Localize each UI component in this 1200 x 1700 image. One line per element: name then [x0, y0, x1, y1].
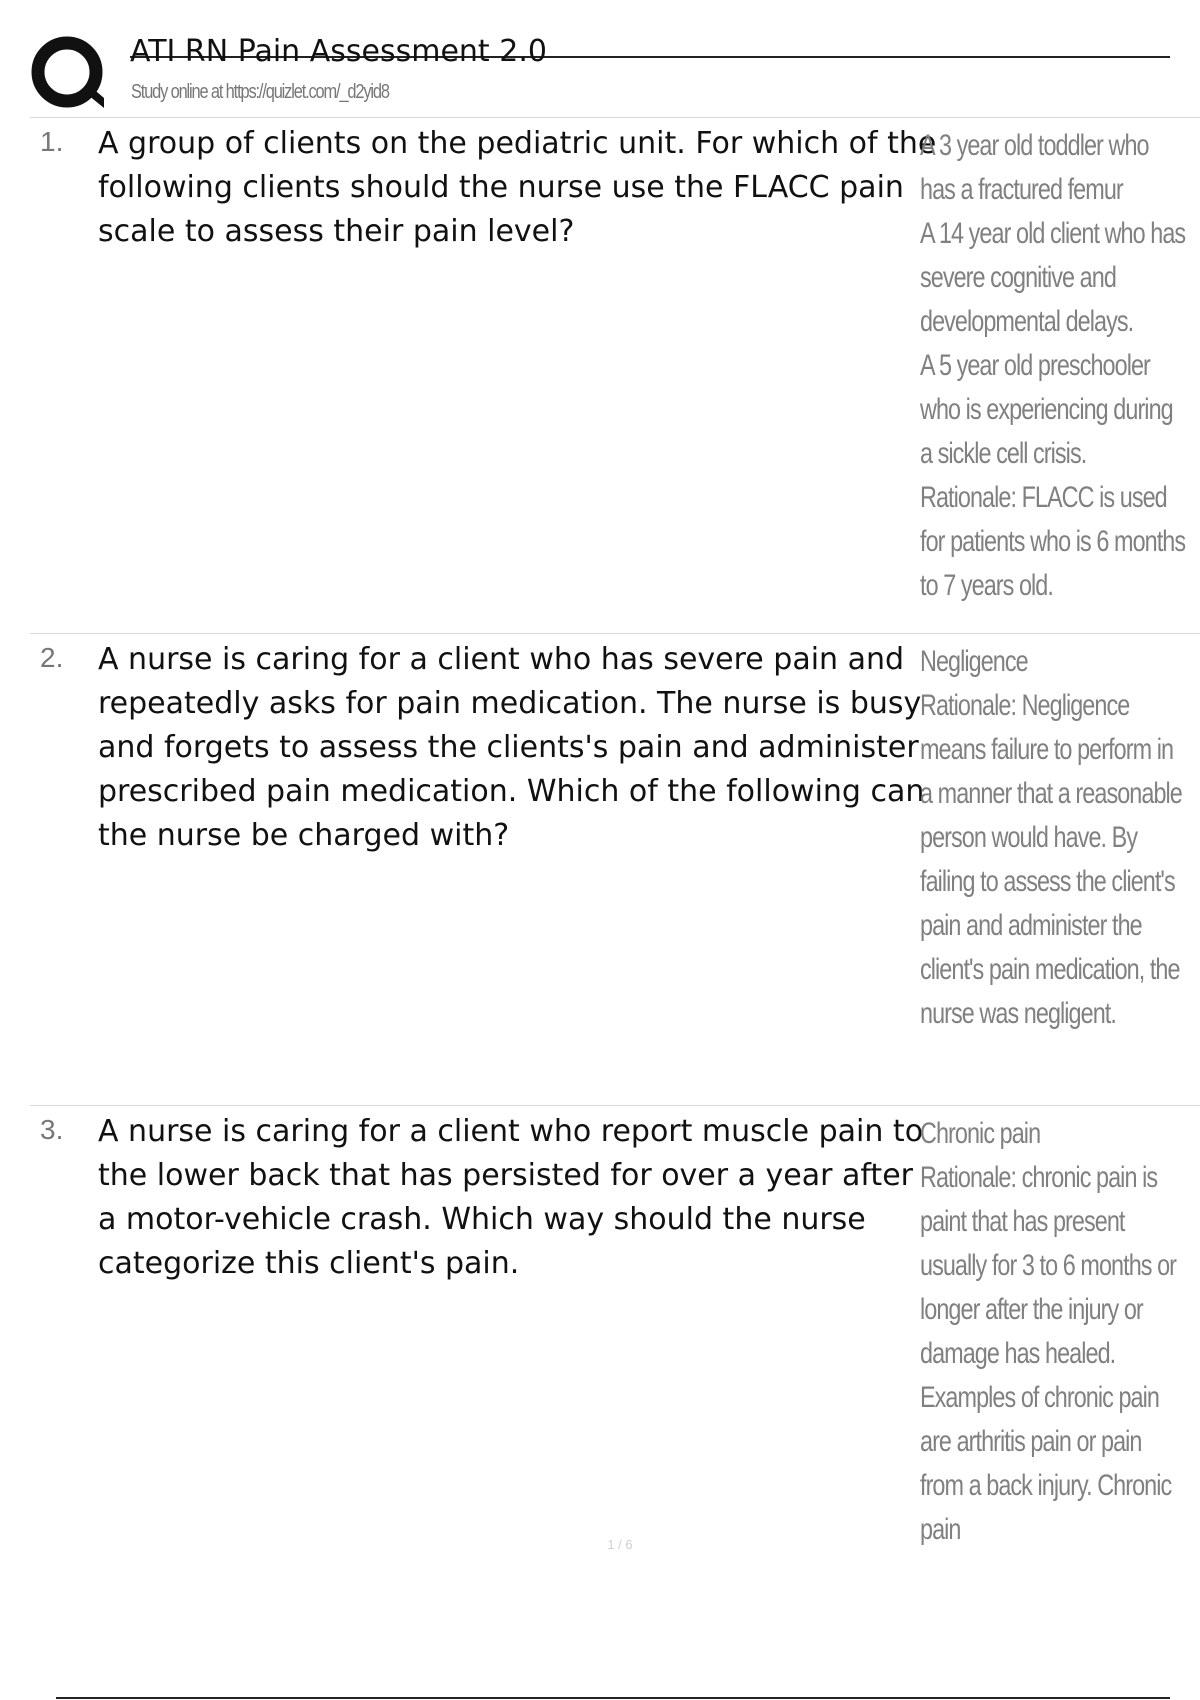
- answer-line: A 5 year old preschooler who is experiencing during a sickle cell crisis.: [920, 349, 1173, 470]
- quizlet-logo-icon: [30, 32, 112, 114]
- page-title: ATI RN Pain Assessment 2.0: [130, 34, 547, 69]
- answer-line: Rationale: Negligence means failure to perform in a manner that a reasonable person would have. By failing to assess the client's pain and administer the client's pain medication, the nurse was negligent.: [920, 689, 1182, 1030]
- answer-line: Rationale: FLACC is used for patients who is 6 months to 7 years old.: [920, 481, 1186, 602]
- document-header: [30, 28, 1140, 118]
- card-number: 3.: [40, 1114, 64, 1145]
- answer-line: Chronic pain: [920, 1117, 1041, 1150]
- bottom-rule: [56, 1697, 1170, 1699]
- card-answer: [920, 640, 1185, 1036]
- flashcard: [30, 118, 1200, 634]
- card-answer: [920, 124, 1185, 608]
- card-question: A group of clients on the pediatric unit. For which of the following clients should the nurse use the FLACC pain scale to assess their pain level?: [98, 126, 937, 249]
- card-answer: [920, 1112, 1185, 1552]
- page-number: 1 / 6: [607, 1537, 633, 1552]
- flashcard: [30, 634, 1200, 1106]
- answer-line: Negligence: [920, 645, 1028, 678]
- card-number: 2.: [40, 642, 64, 673]
- card-number: 1.: [40, 126, 64, 157]
- card-question: A nurse is caring for a client who has severe pain and repeatedly asks for pain medication. The nurse is busy and forgets to assess the clients's pain and administer prescribed pain medication. Which of the following can the nurse be charged with?: [98, 642, 925, 853]
- card-question: A nurse is caring for a client who report muscle pain to the lower back that has persisted for over a year after a motor-vehicle crash. Which way should the nurse categorize this client's pain.: [98, 1114, 924, 1281]
- study-online-link[interactable]: Study online at https://quizlet.com/_d2yid8: [131, 81, 389, 103]
- answer-line: Rationale: chronic pain is paint that has present usually for 3 to 6 months or longer after the injury or damage has healed. Examples of chronic pain are arthritis pain or pain from a back injury. Chronic pain: [920, 1161, 1177, 1546]
- answer-line: A 3 year old toddler who has a fractured femur: [920, 129, 1149, 206]
- answer-line: A 14 year old client who has severe cognitive and developmental delays.: [920, 217, 1186, 338]
